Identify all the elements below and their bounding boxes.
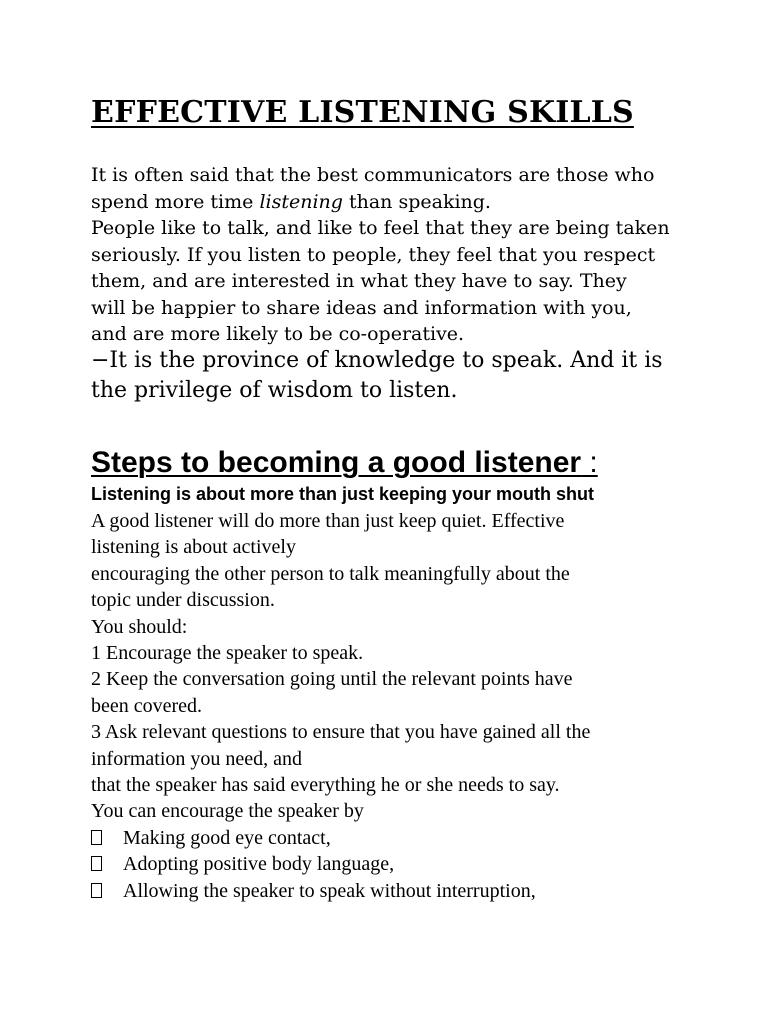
paragraph-line: seriously. If you listen to people, they feel that you respect bbox=[91, 243, 656, 266]
body-line: information you need, and bbox=[91, 747, 303, 770]
bullet-box-icon bbox=[91, 830, 102, 845]
intro-emphasis: listening bbox=[259, 190, 343, 213]
paragraph-line: will be happier to share ideas and information with you, bbox=[91, 296, 632, 319]
quote-block bbox=[91, 346, 691, 406]
paragraph-line: People like to talk, and like to feel that they are being taken bbox=[91, 217, 670, 239]
bullet-text: Allowing the speaker to speak without interruption, bbox=[123, 879, 536, 902]
bullet-item bbox=[91, 851, 731, 877]
bullet-text: Adopting positive body language, bbox=[123, 853, 395, 876]
intro-line: It is often said that the best communicators are those who bbox=[91, 164, 655, 186]
body-line: You should: bbox=[91, 615, 188, 638]
body-line: listening is about actively bbox=[91, 536, 296, 559]
body-section bbox=[91, 508, 731, 904]
body-line: topic under discussion. bbox=[91, 589, 275, 612]
bullet-box-icon bbox=[91, 883, 102, 898]
body-line: A good listener will do more than just keep quiet. Effective bbox=[91, 510, 565, 532]
bullet-item bbox=[91, 878, 731, 904]
body-line: You can encourage the speaker by bbox=[91, 800, 364, 823]
document-title: EFFECTIVE LISTENING SKILLS bbox=[91, 95, 634, 130]
intro-text: than speaking. bbox=[342, 190, 491, 213]
body-line: been covered. bbox=[91, 694, 203, 717]
list-item: 1 Encourage the speaker to speak. bbox=[91, 642, 364, 665]
paragraph-line: them, and are interested in what they have to say. They bbox=[91, 270, 627, 292]
section-heading bbox=[91, 446, 598, 480]
quote-line: −It is the province of knowledge to speak. And it is bbox=[91, 348, 663, 373]
bullet-box-icon bbox=[91, 856, 102, 871]
intro-line bbox=[91, 189, 691, 216]
quote-line: the privilege of wisdom to listen. bbox=[91, 378, 458, 403]
body-line: encouraging the other person to talk meaningfully about the bbox=[91, 562, 570, 585]
paragraph-line: and are more likely to be co-operative. bbox=[91, 323, 465, 345]
bullet-text: Making good eye contact, bbox=[123, 826, 331, 849]
section-heading-text: Steps to becoming a good listener bbox=[91, 446, 582, 479]
intro-section bbox=[91, 162, 691, 348]
list-item: 2 Keep the conversation going until the relevant points have bbox=[91, 668, 573, 691]
list-item: 3 Ask relevant questions to ensure that you have gained all the bbox=[91, 721, 591, 744]
section-heading-colon: : bbox=[581, 446, 598, 479]
intro-text: spend more time bbox=[91, 190, 260, 213]
body-line: that the speaker has said everything he or she needs to say. bbox=[91, 774, 560, 797]
bullet-item bbox=[91, 825, 731, 851]
subheading: Listening is about more than just keeping your mouth shut bbox=[91, 484, 595, 504]
